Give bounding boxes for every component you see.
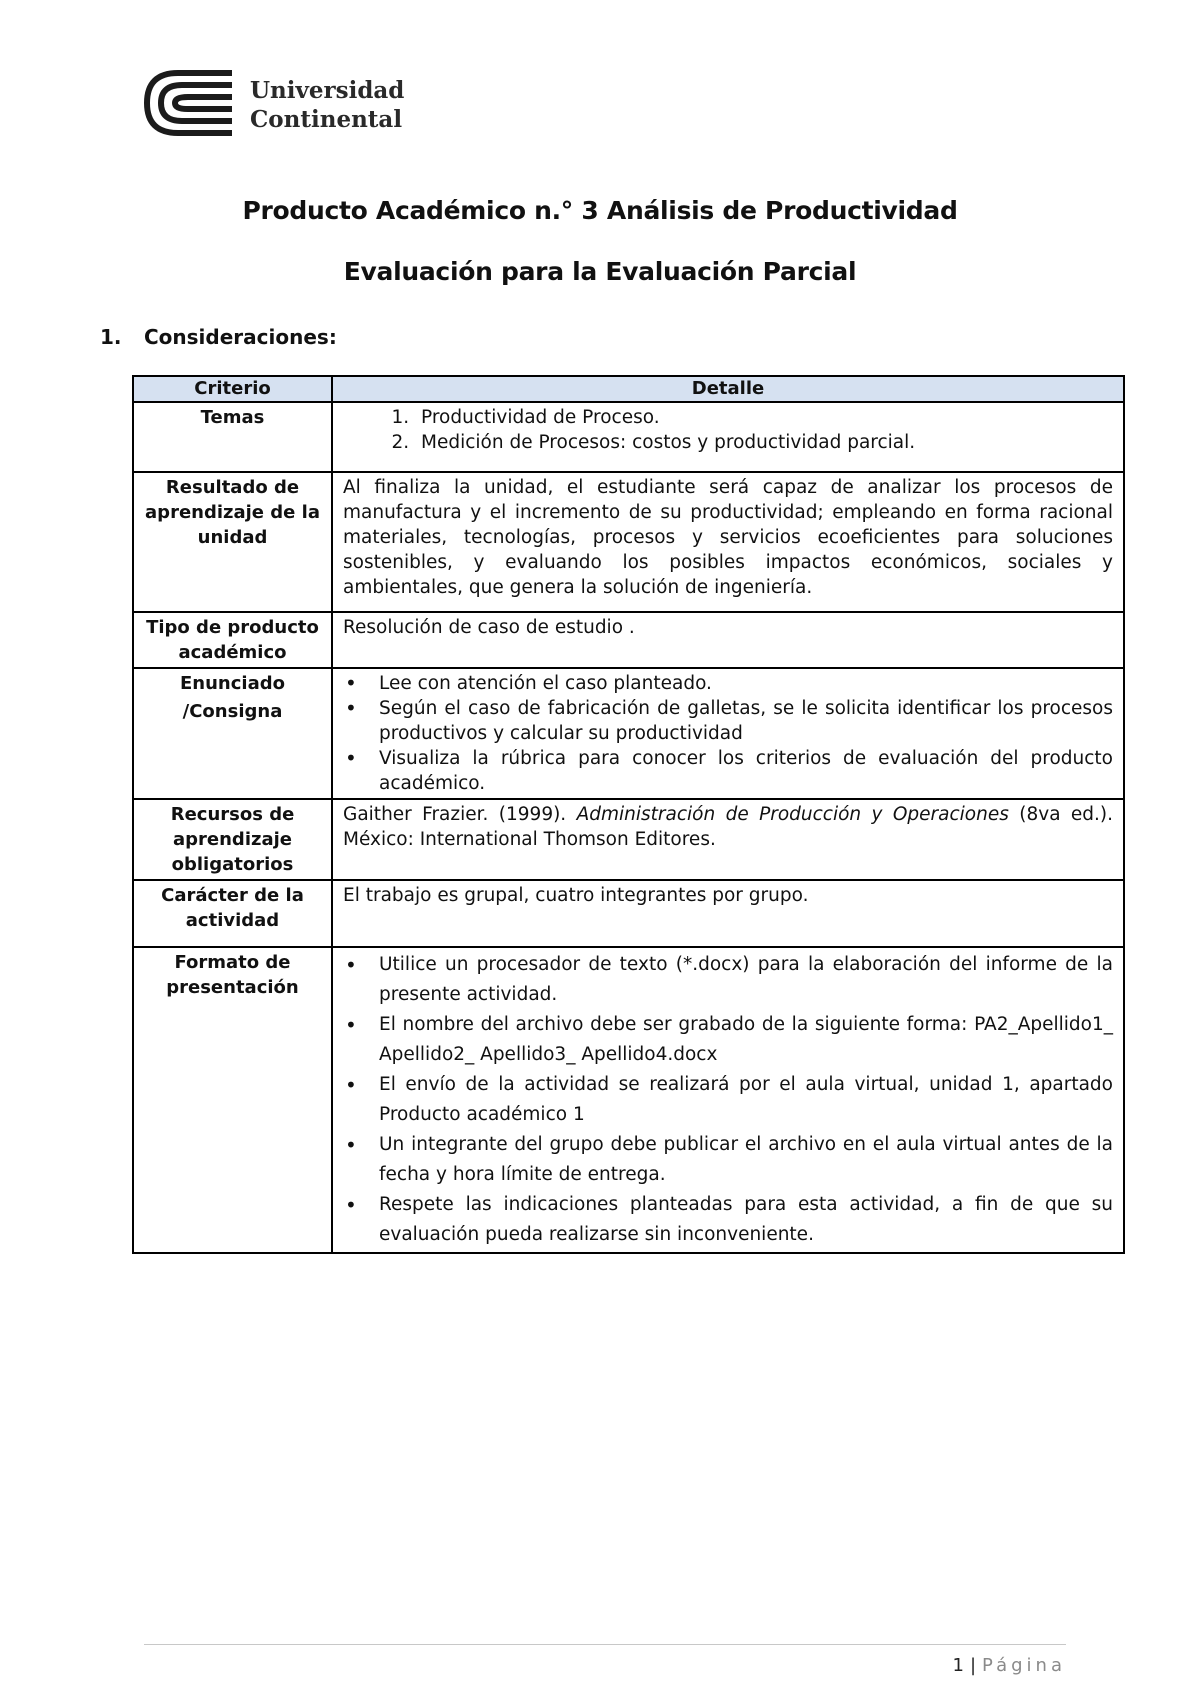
formato-list [343,950,1113,1250]
label-temas: Temas [133,402,332,472]
criteria-table [132,375,1125,1254]
row-temas [133,402,1124,472]
label-enunciado-line-2: /Consigna [182,701,283,722]
label-caracter: Carácter de la actividad [133,880,332,947]
footer-divider [144,1644,1066,1645]
section-number: 1. [100,325,122,349]
list-item: • Visualiza la rúbrica para conocer los criterios de evaluación del producto académico. [379,746,1113,796]
university-logo-mark-icon [144,70,244,136]
row-caracter [133,880,1124,947]
header-detalle: Detalle [332,376,1124,402]
enunciado-list [343,671,1113,796]
header-criterio: Criterio [133,376,332,402]
row-recursos [133,799,1124,880]
logo-wordmark [250,76,404,134]
label-formato: Formato de presentación [133,947,332,1253]
row-enunciado [133,668,1124,799]
temas-list [343,405,1113,455]
recursos-book-title: Administración de Producción y Operaciones [576,804,1009,825]
list-item: • El envío de la actividad se realizará por el aula virtual, unidad 1, apartado Producto académico 1 [379,1070,1113,1130]
detail-tipo: Resolución de caso de estudio . [332,612,1124,668]
label-enunciado-line-1: Enunciado [180,673,285,694]
list-item: • Respete las indicaciones planteadas para esta actividad, a fin de que su evaluación pueda realizarse sin inconveniente. [379,1190,1113,1250]
detail-recursos [332,799,1124,880]
label-resultado: Resultado de aprendizaje de la unidad [133,472,332,612]
page-label: Página [982,1655,1066,1676]
row-tipo [133,612,1124,668]
list-item: • Un integrante del grupo debe publicar el archivo en el aula virtual antes de la fecha y hora límite de entrega. [379,1130,1113,1190]
logo-line-1: Universidad [250,77,405,104]
list-item: • Según el caso de fabricación de galletas, se le solicita identificar los procesos productivos y calcular su productividad [379,696,1113,746]
list-item: • El nombre del archivo debe ser grabado de la siguiente forma: PA2_Apellido1_ Apellido2_ Apellido3_ Apellido4.docx [379,1010,1113,1070]
detail-formato [332,947,1124,1253]
section-heading [100,325,337,349]
label-tipo: Tipo de producto académico [133,612,332,668]
list-item: • Utilice un procesador de texto (*.docx) para la elaboración del informe de la presente actividad. [379,950,1113,1010]
page-subtitle: Evaluación para la Evaluación Parcial [343,257,857,286]
table-header-row [133,376,1124,402]
footer-separator: | [969,1655,977,1676]
list-item: 2. Medición de Procesos: costos y productividad parcial. [415,430,1113,455]
detail-caracter: El trabajo es grupal, cuatro integrantes por grupo. [332,880,1124,947]
row-formato [133,947,1124,1253]
label-recursos: Recursos de aprendizaje obligatorios [133,799,332,880]
page-number: 1 [952,1655,964,1676]
detail-temas [332,402,1124,472]
logo-line-2: Continental [250,106,403,133]
recursos-publisher: (8va ed.). México: International Thomson Editores. [343,804,1114,850]
section-label: Consideraciones: [144,325,337,349]
list-item: 1. Productividad de Proceso. [415,405,1113,430]
university-logo [144,70,404,140]
detail-resultado: Al finaliza la unidad, el estudiante será capaz de analizar los procesos de manufactura y el incremento de su productividad; empleando en forma racional materiales, tecnologías, procesos y servicios ecoeficientes para soluciones sostenibles, y evaluando los posibles impactos económicos, sociales y ambientales, que genera la solución de ingeniería. [332,472,1124,612]
label-enunciado [133,668,332,799]
page-title: Producto Académico n.° 3 Análisis de Productividad [242,196,958,225]
recursos-author: Gaither Frazier. (1999). [343,804,577,825]
row-resultado [133,472,1124,612]
detail-enunciado [332,668,1124,799]
page-footer [953,1655,1066,1676]
list-item: • Lee con atención el caso planteado. [379,671,1113,696]
